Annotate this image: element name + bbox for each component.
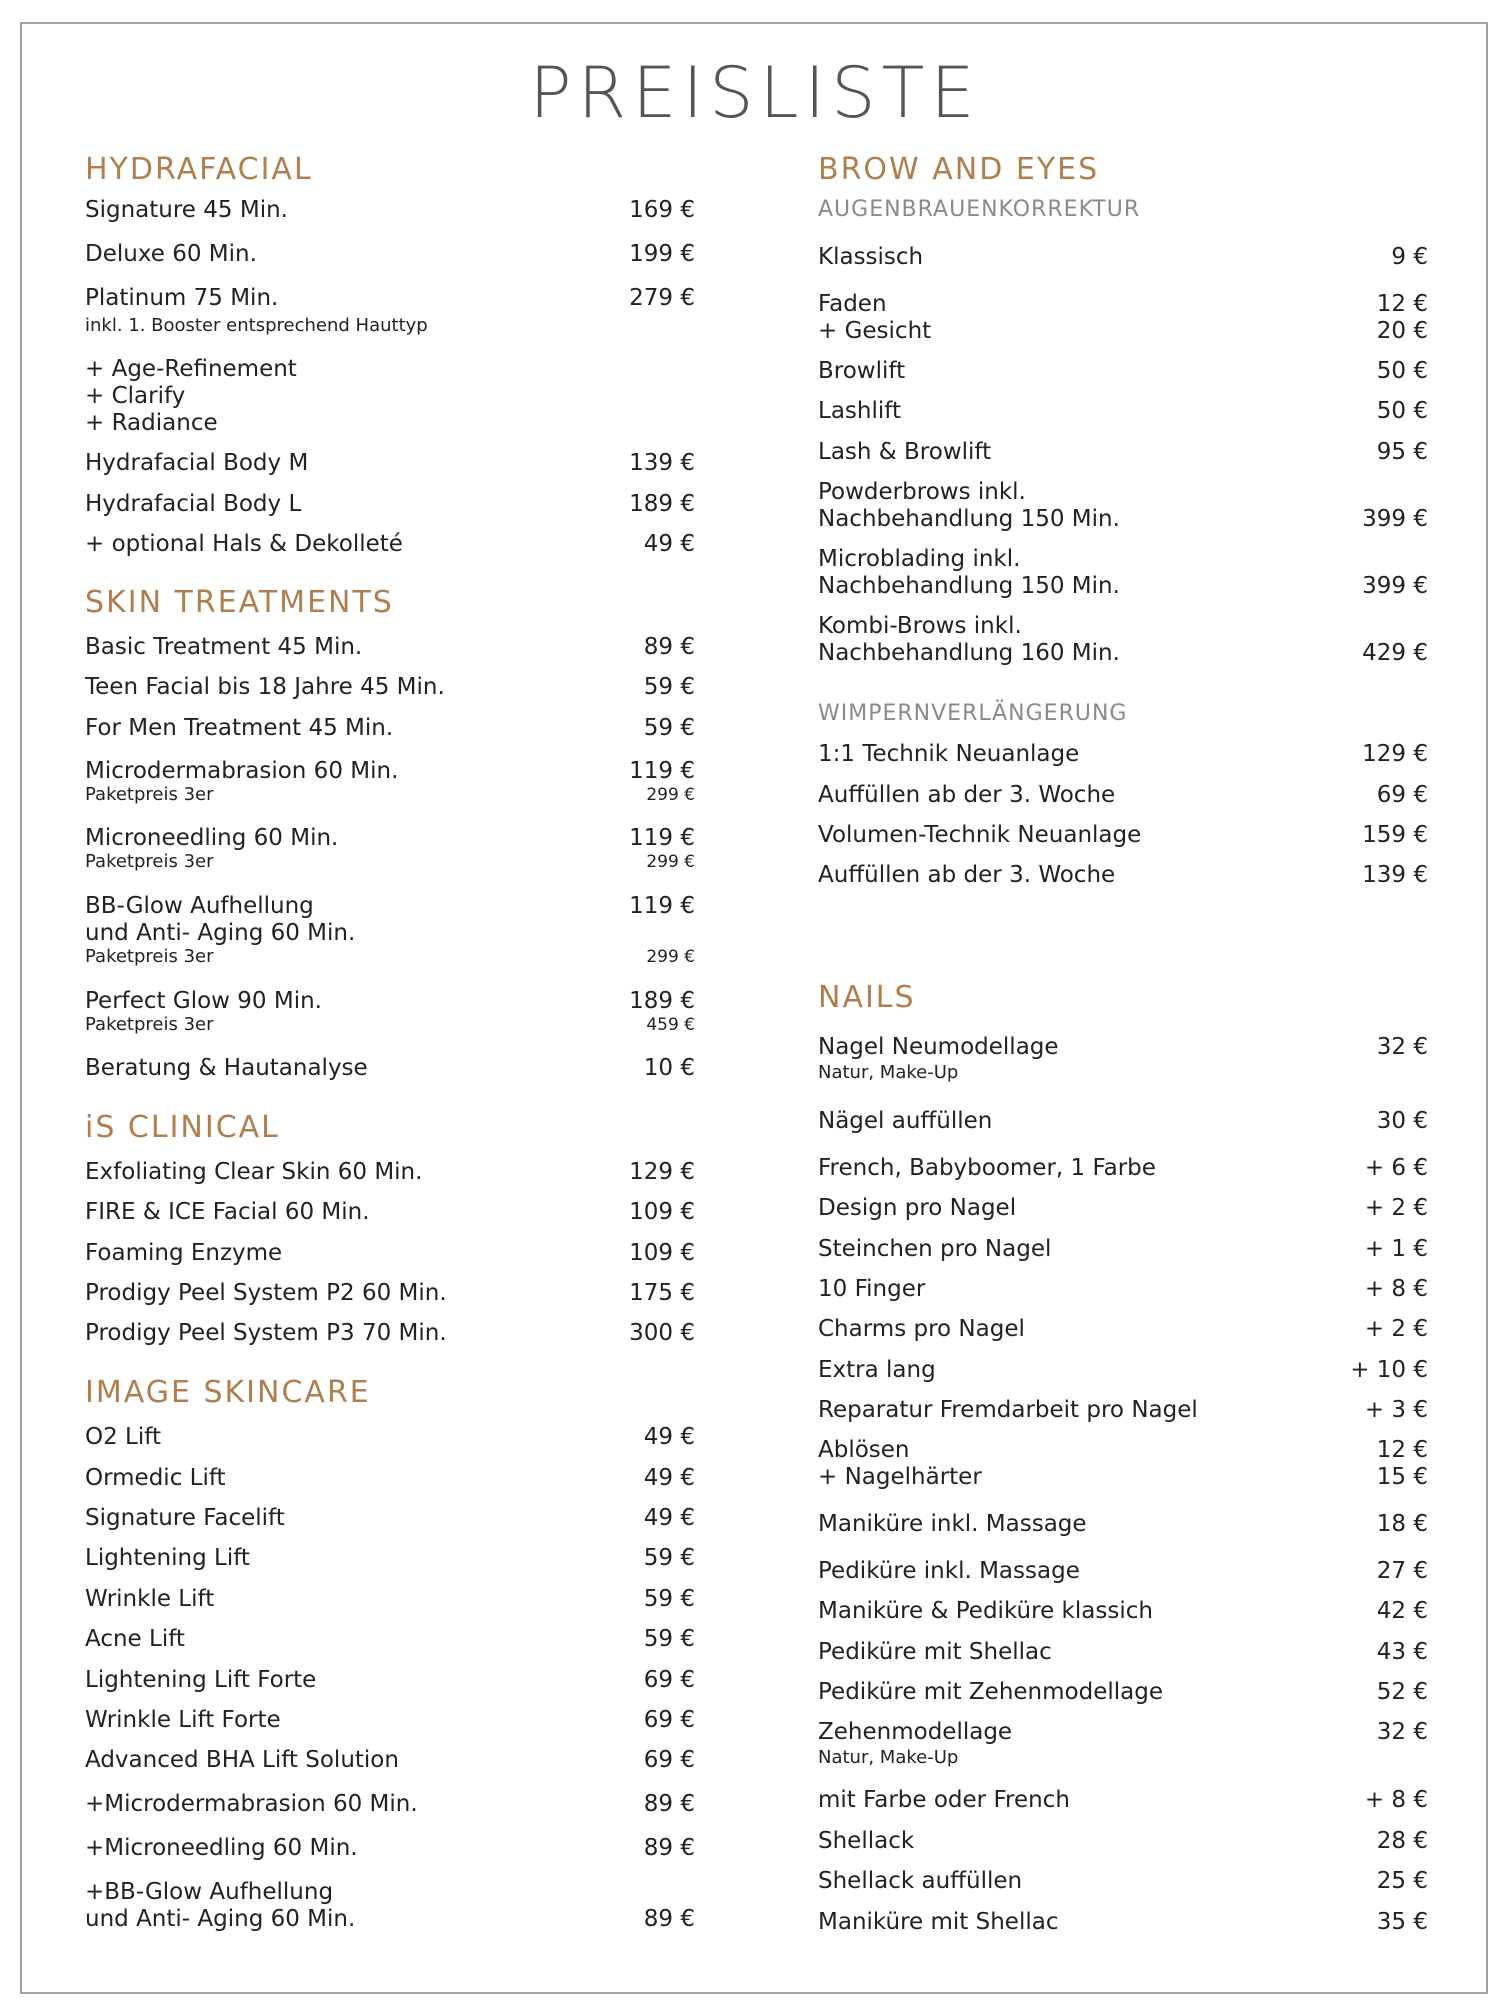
item-price: 59 € — [643, 715, 695, 741]
item-name: Teen Facial bis 18 Jahre 45 Min. — [85, 674, 445, 700]
item-price: 189 € — [629, 988, 695, 1014]
item-price: 109 € — [629, 1240, 695, 1266]
item-name: Prodigy Peel System P3 70 Min. — [85, 1320, 447, 1346]
item-price-line2: 20 € — [1376, 318, 1428, 344]
item-price: + 3 € — [1364, 1397, 1428, 1423]
item-name: Shellack — [818, 1828, 915, 1854]
item-price: 89 € — [643, 1906, 695, 1932]
item-price: 43 € — [1376, 1639, 1428, 1665]
item-note-price: 299 € — [646, 785, 695, 805]
item-name: Signature Facelift — [85, 1505, 285, 1531]
item-name: FIRE & ICE Facial 60 Min. — [85, 1199, 370, 1225]
item-name: Lash & Browlift — [818, 439, 992, 465]
item-price: 129 € — [629, 1159, 695, 1185]
item-name: Ormedic Lift — [85, 1465, 226, 1491]
item-name: Nägel auffüllen — [818, 1108, 993, 1134]
item-name: Maniküre mit Shellac — [818, 1909, 1059, 1935]
item-price: + 8 € — [1364, 1276, 1428, 1302]
item-name-line2: Nachbehandlung 150 Min. — [818, 506, 1120, 532]
item-price: 59 € — [643, 1545, 695, 1571]
item-price: 279 € — [629, 285, 695, 311]
item-name: + Clarify — [85, 383, 186, 409]
item-name: Platinum 75 Min. — [85, 285, 279, 311]
item-name: Exfoliating Clear Skin 60 Min. — [85, 1159, 423, 1185]
item-name: Wrinkle Lift Forte — [85, 1707, 281, 1733]
item-price: 12 € — [1376, 291, 1428, 317]
section-title-skin-treatments: SKIN TREATMENTS — [85, 585, 394, 620]
item-price: 169 € — [629, 197, 695, 223]
item-price: 119 € — [629, 893, 695, 919]
item-name: Browlift — [818, 358, 906, 384]
item-name: Klassisch — [818, 244, 924, 270]
page-title: PREISLISTE — [529, 52, 981, 134]
item-name: Beratung & Hautanalyse — [85, 1055, 368, 1081]
item-name: Ablösen — [818, 1437, 910, 1463]
item-name: Charms pro Nagel — [818, 1316, 1025, 1342]
item-name-line2: Nachbehandlung 150 Min. — [818, 573, 1120, 599]
item-price: 109 € — [629, 1199, 695, 1225]
item-price: 50 € — [1376, 398, 1428, 424]
item-name: Hydrafacial Body M — [85, 450, 309, 476]
item-price: 59 € — [643, 674, 695, 700]
item-price: 9 € — [1391, 244, 1428, 270]
item-name: French, Babyboomer, 1 Farbe — [818, 1155, 1156, 1181]
item-price: 49 € — [643, 1505, 695, 1531]
item-name: + optional Hals & Dekolleté — [85, 531, 403, 557]
item-price: 69 € — [1376, 782, 1428, 808]
item-price: + 2 € — [1364, 1316, 1428, 1342]
item-name: Auffüllen ab der 3. Woche — [818, 862, 1116, 888]
item-name: +Microneedling 60 Min. — [85, 1835, 358, 1861]
item-name: + Age-Refinement — [85, 356, 297, 382]
item-name: 10 Finger — [818, 1276, 926, 1302]
item-price-line2: 399 € — [1362, 506, 1428, 532]
section-title-brow-and-eyes: BROW AND EYES — [818, 152, 1100, 187]
section-title-image-skincare: IMAGE SKINCARE — [85, 1375, 371, 1410]
item-price: + 1 € — [1364, 1236, 1428, 1262]
item-price: 69 € — [643, 1747, 695, 1773]
item-price: 59 € — [643, 1586, 695, 1612]
item-price: 42 € — [1376, 1598, 1428, 1624]
item-name: Pediküre inkl. Massage — [818, 1558, 1080, 1584]
item-name: Lightening Lift — [85, 1545, 250, 1571]
item-name: mit Farbe oder French — [818, 1787, 1070, 1813]
item-price: 32 € — [1376, 1034, 1428, 1060]
item-note: inkl. 1. Booster entsprechend Hauttyp — [85, 315, 428, 336]
item-price: 28 € — [1376, 1828, 1428, 1854]
item-price: 50 € — [1376, 358, 1428, 384]
item-price: 175 € — [629, 1280, 695, 1306]
item-price: 89 € — [643, 1791, 695, 1817]
item-note-price: 299 € — [646, 852, 695, 872]
item-price: 95 € — [1376, 439, 1428, 465]
item-price: 89 € — [643, 1835, 695, 1861]
item-name: Reparatur Fremdarbeit pro Nagel — [818, 1397, 1198, 1423]
item-price-line2: 429 € — [1362, 640, 1428, 666]
item-price: 25 € — [1376, 1868, 1428, 1894]
item-name: Hydrafacial Body L — [85, 491, 302, 517]
item-name: Zehenmodellage — [818, 1719, 1013, 1745]
item-name: For Men Treatment 45 Min. — [85, 715, 394, 741]
item-name-line2: + Nagelhärter — [818, 1464, 982, 1490]
item-name: Pediküre mit Shellac — [818, 1639, 1052, 1665]
item-price-line2: 15 € — [1376, 1464, 1428, 1490]
item-name: Microneedling 60 Min. — [85, 825, 339, 851]
item-price: 119 € — [629, 758, 695, 784]
item-name: O2 Lift — [85, 1424, 161, 1450]
item-name: Pediküre mit Zehenmodellage — [818, 1679, 1163, 1705]
item-price: 189 € — [629, 491, 695, 517]
section-title-is-clinical: iS CLINICAL — [85, 1110, 280, 1145]
item-price: 32 € — [1376, 1719, 1428, 1745]
item-name: Kombi-Brows inkl. — [818, 613, 1022, 639]
subsection-title-wimpern: WIMPERNVERLÄNGERUNG — [818, 701, 1128, 726]
item-price: + 6 € — [1364, 1155, 1428, 1181]
item-name: Basic Treatment 45 Min. — [85, 634, 363, 660]
section-title-hydrafacial: HYDRAFACIAL — [85, 152, 313, 187]
item-price: 119 € — [629, 825, 695, 851]
item-name: Advanced BHA Lift Solution — [85, 1747, 399, 1773]
item-name: Wrinkle Lift — [85, 1586, 215, 1612]
item-name: Maniküre & Pediküre klassich — [818, 1598, 1153, 1624]
item-price: + 8 € — [1364, 1787, 1428, 1813]
item-name: Prodigy Peel System P2 60 Min. — [85, 1280, 447, 1306]
item-name: Foaming Enzyme — [85, 1240, 283, 1266]
item-name: Perfect Glow 90 Min. — [85, 988, 322, 1014]
item-name: BB-Glow Aufhellung — [85, 893, 314, 919]
item-name: Faden — [818, 291, 887, 317]
item-name: Extra lang — [818, 1357, 936, 1383]
item-name: +BB-Glow Aufhellung — [85, 1879, 334, 1905]
item-price: 49 € — [643, 1465, 695, 1491]
item-name-line2: + Gesicht — [818, 318, 932, 344]
item-name: Acne Lift — [85, 1626, 185, 1652]
item-name: Maniküre inkl. Massage — [818, 1511, 1087, 1537]
item-name: Microdermabrasion 60 Min. — [85, 758, 399, 784]
item-name: + Radiance — [85, 410, 218, 436]
item-name: 1:1 Technik Neuanlage — [818, 741, 1080, 767]
item-note-price: 299 € — [646, 947, 695, 967]
item-note: Paketpreis 3er — [85, 851, 214, 872]
item-name-line2: und Anti- Aging 60 Min. — [85, 920, 356, 946]
item-price: 159 € — [1362, 822, 1428, 848]
item-name-line2: Nachbehandlung 160 Min. — [818, 640, 1120, 666]
item-price: 49 € — [643, 531, 695, 557]
item-price: 12 € — [1376, 1437, 1428, 1463]
item-name-line2: und Anti- Aging 60 Min. — [85, 1906, 356, 1932]
item-price: + 2 € — [1364, 1195, 1428, 1221]
item-name: Steinchen pro Nagel — [818, 1236, 1052, 1262]
item-price: 52 € — [1376, 1679, 1428, 1705]
item-note-price: 459 € — [646, 1015, 695, 1035]
item-price: 49 € — [643, 1424, 695, 1450]
item-name: Signature 45 Min. — [85, 197, 288, 223]
item-price: 69 € — [643, 1707, 695, 1733]
item-name: Design pro Nagel — [818, 1195, 1017, 1221]
item-name: Lashlift — [818, 398, 901, 424]
item-name: Microblading inkl. — [818, 546, 1021, 572]
item-price: 129 € — [1362, 741, 1428, 767]
subsection-title-augenbrauen: AUGENBRAUENKORREKTUR — [818, 197, 1141, 222]
item-name: +Microdermabrasion 60 Min. — [85, 1791, 418, 1817]
item-price-line2: 399 € — [1362, 573, 1428, 599]
item-price: 10 € — [643, 1055, 695, 1081]
item-name: Lightening Lift Forte — [85, 1667, 317, 1693]
item-name: Volumen-Technik Neuanlage — [818, 822, 1142, 848]
item-price: 139 € — [1362, 862, 1428, 888]
item-note: Paketpreis 3er — [85, 784, 214, 805]
item-name: Nagel Neumodellage — [818, 1034, 1059, 1060]
item-note: Paketpreis 3er — [85, 1014, 214, 1035]
item-note: Natur, Make-Up — [818, 1062, 959, 1083]
item-name: Powderbrows inkl. — [818, 479, 1026, 505]
item-price: 27 € — [1376, 1558, 1428, 1584]
item-price: + 10 € — [1350, 1357, 1428, 1383]
item-price: 139 € — [629, 450, 695, 476]
item-price: 59 € — [643, 1626, 695, 1652]
item-price: 89 € — [643, 634, 695, 660]
item-price: 35 € — [1376, 1909, 1428, 1935]
item-note: Paketpreis 3er — [85, 946, 214, 967]
item-price: 69 € — [643, 1667, 695, 1693]
item-price: 199 € — [629, 241, 695, 267]
item-price: 300 € — [629, 1320, 695, 1346]
item-price: 18 € — [1376, 1511, 1428, 1537]
item-price: 30 € — [1376, 1108, 1428, 1134]
item-name: Shellack auffüllen — [818, 1868, 1023, 1894]
section-title-nails: NAILS — [818, 980, 916, 1015]
item-note: Natur, Make-Up — [818, 1747, 959, 1768]
item-name: Auffüllen ab der 3. Woche — [818, 782, 1116, 808]
item-name: Deluxe 60 Min. — [85, 241, 257, 267]
